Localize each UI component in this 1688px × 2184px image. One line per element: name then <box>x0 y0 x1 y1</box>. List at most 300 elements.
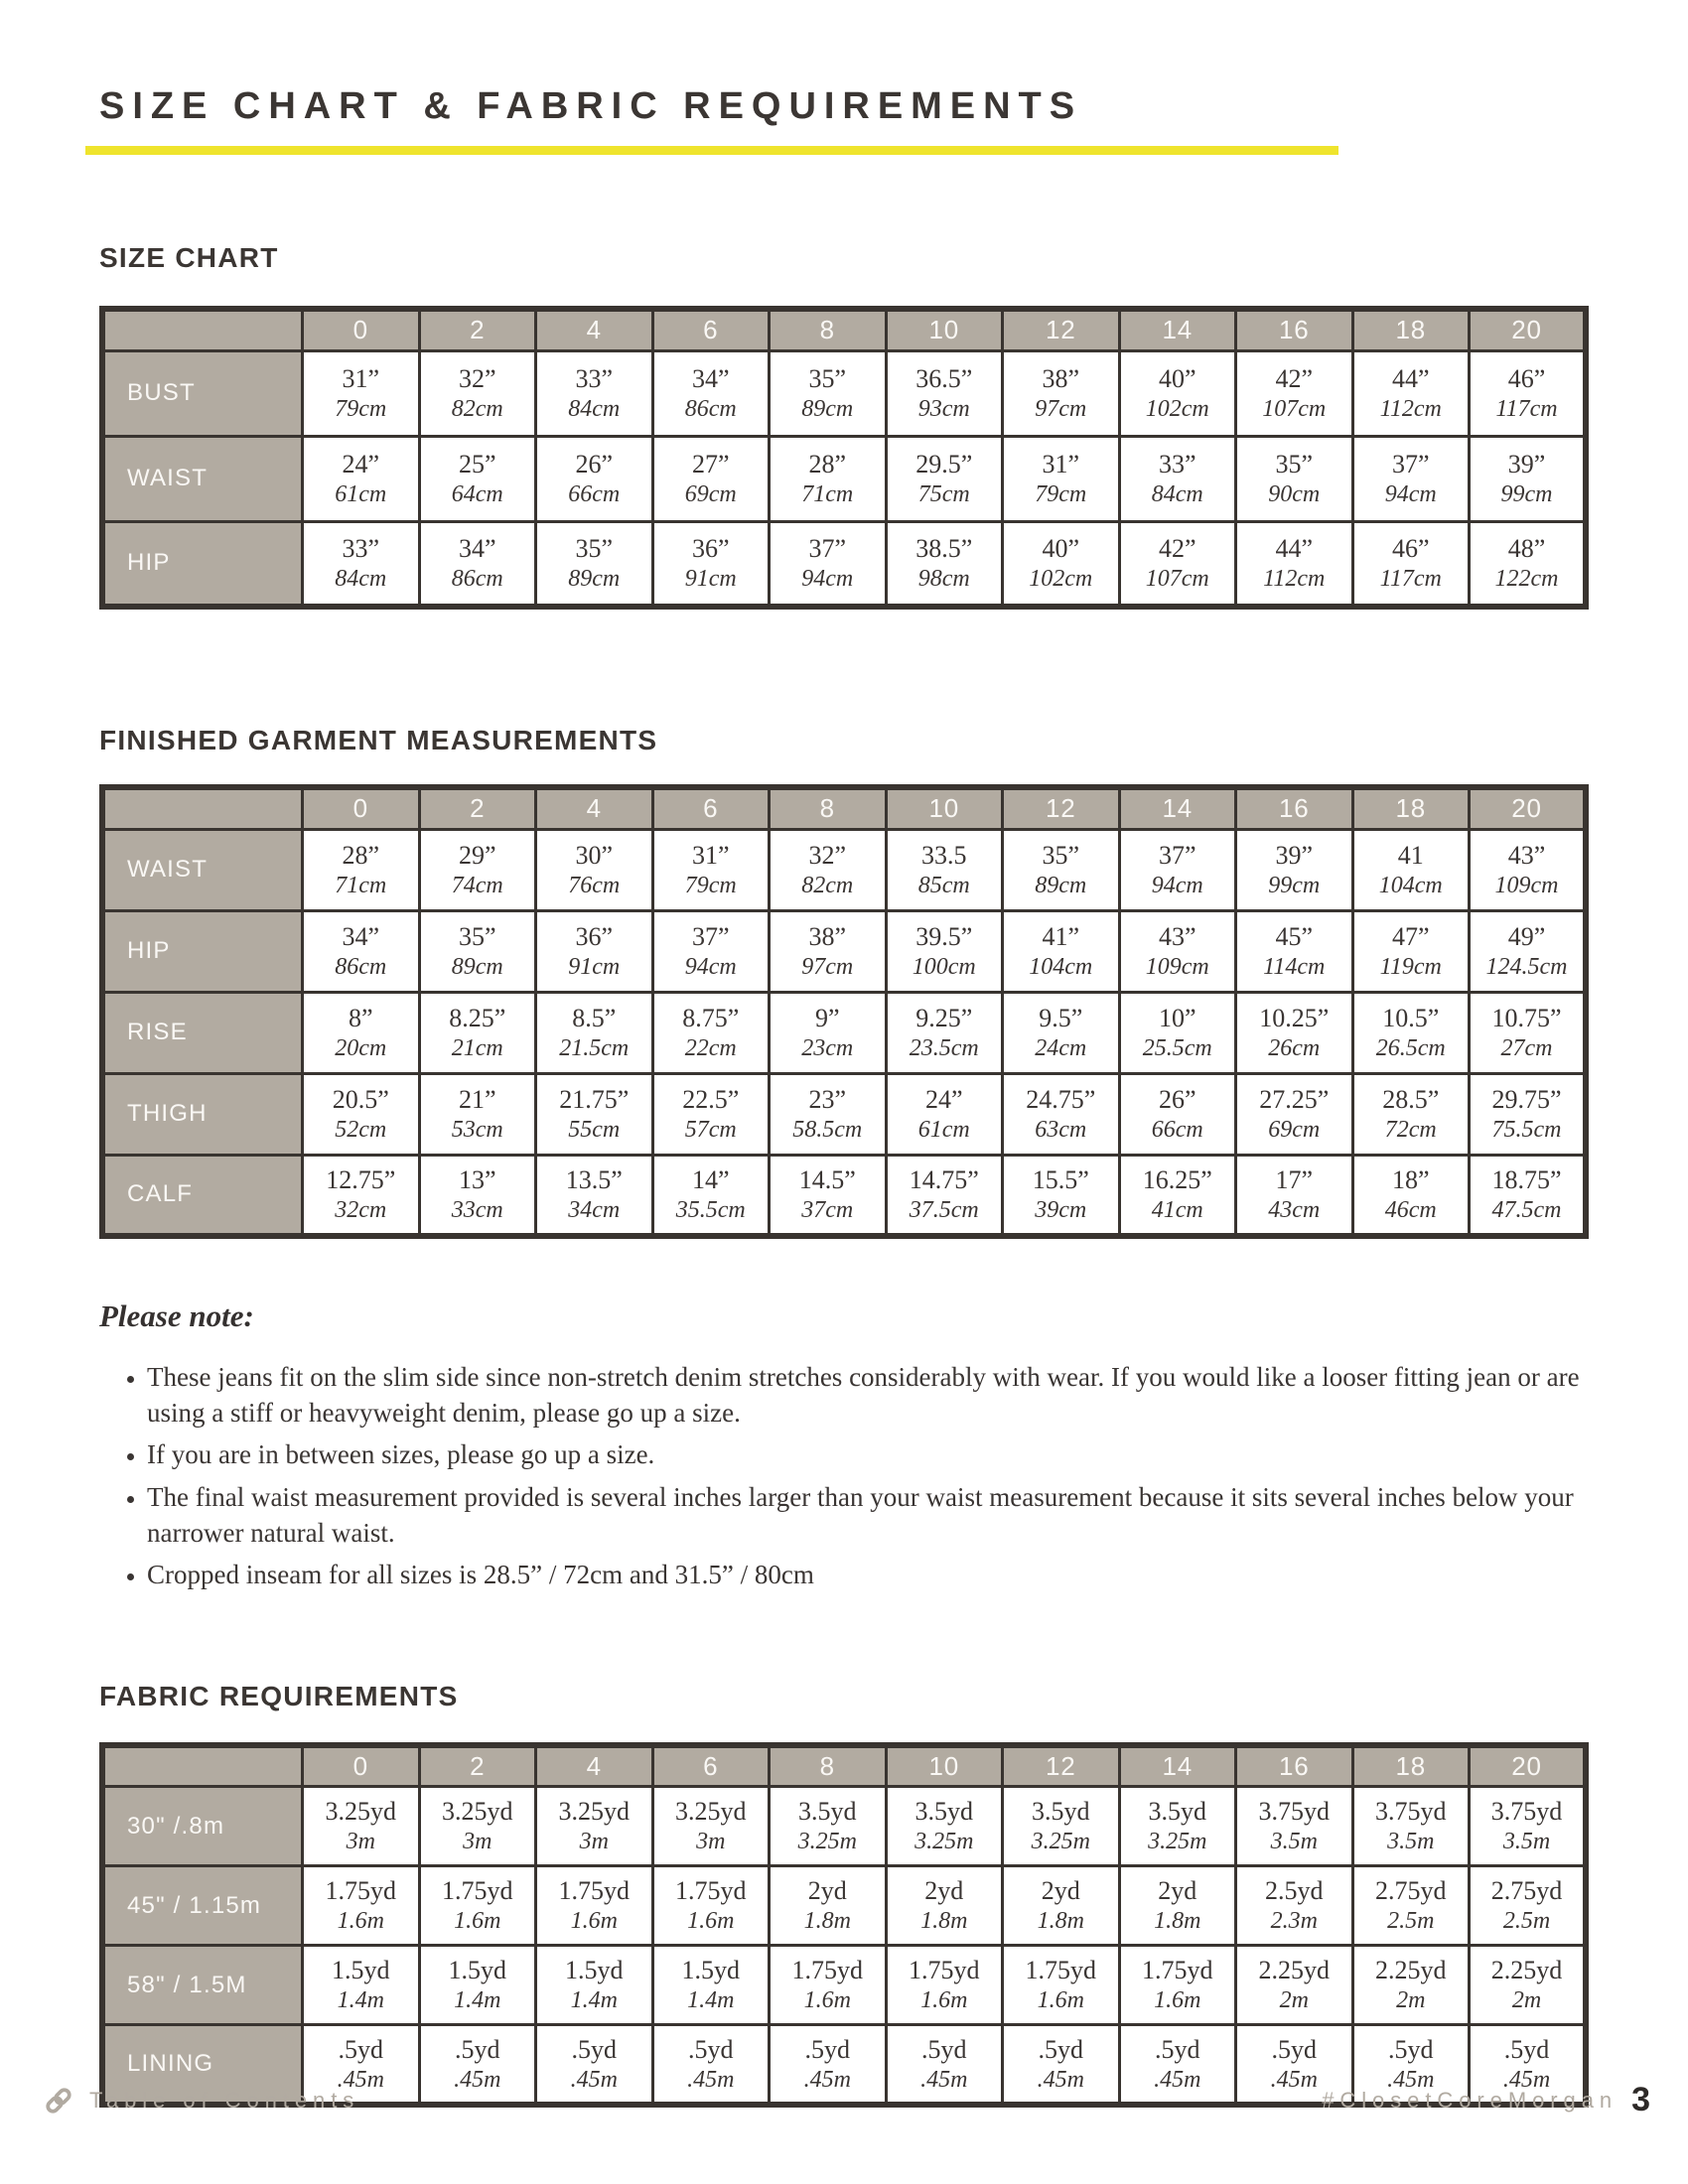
metric-value: 100cm <box>912 953 976 980</box>
measurement-cell <box>1352 436 1470 521</box>
metric-value: 2.3m <box>1270 1908 1318 1935</box>
table-row <box>102 1155 1586 1236</box>
metric-value: .45m <box>1270 2066 1318 2093</box>
imperial-value: 39” <box>1507 449 1546 478</box>
finished-garment-table <box>99 784 1589 1239</box>
measurement-cell <box>1236 1155 1353 1236</box>
measurement-cell <box>536 992 653 1073</box>
size-column-header: 6 <box>652 309 770 350</box>
measurement-cell <box>770 521 887 607</box>
imperial-value: 29.75” <box>1491 1084 1562 1114</box>
imperial-value: 34” <box>691 363 730 393</box>
measurement-cell <box>1470 829 1587 910</box>
size-column-header: 14 <box>1119 309 1236 350</box>
imperial-value: 13.5” <box>565 1164 623 1194</box>
metric-value: 93cm <box>917 395 970 422</box>
measurement-cell <box>419 521 536 607</box>
page-title: SIZE CHART & FABRIC REQUIREMENTS <box>99 85 1083 127</box>
imperial-value: 2.75yd <box>1375 1876 1447 1906</box>
size-column-header: 4 <box>536 1745 653 1787</box>
metric-value: 1.8m <box>803 1908 851 1935</box>
imperial-value: 1.75yd <box>558 1876 630 1906</box>
metric-value: 23.5cm <box>909 1034 979 1061</box>
imperial-value: 1.5yd <box>448 1956 506 1985</box>
metric-value: 109cm <box>1494 872 1559 898</box>
imperial-value: 18” <box>1391 1164 1430 1194</box>
imperial-value: 3.25yd <box>325 1797 396 1827</box>
metric-value: 117cm <box>1379 565 1442 592</box>
metric-value: 72cm <box>1384 1116 1437 1143</box>
metric-value: 94cm <box>1151 872 1203 898</box>
metric-value: 1.8m <box>1037 1908 1084 1935</box>
metric-value: 1.6m <box>570 1908 618 1935</box>
metric-value: .45m <box>687 2066 735 2093</box>
metric-value: 1.4m <box>454 1987 501 2014</box>
metric-value: 3m <box>463 1829 492 1855</box>
please-note-heading: Please note: <box>99 1298 254 1333</box>
size-column-header: 8 <box>770 787 887 829</box>
measurement-cell <box>1236 1946 1353 2025</box>
size-column-header: 20 <box>1470 309 1587 350</box>
imperial-value: 10.25” <box>1259 1003 1330 1032</box>
metric-value: 64cm <box>451 480 503 507</box>
measurement-cell <box>886 436 1003 521</box>
measurement-cell <box>886 910 1003 992</box>
metric-value: 46cm <box>1384 1196 1437 1223</box>
measurement-cell <box>303 1155 420 1236</box>
metric-value: 35.5cm <box>675 1196 746 1223</box>
metric-value: .45m <box>1502 2066 1551 2093</box>
metric-value: 2.5m <box>1502 1908 1551 1935</box>
measurement-cell <box>886 829 1003 910</box>
note-item: • These jeans fit on the slim side since non-stretch denim stretches considerably with wear. If you would like a looser fitting jean or are using a stiff or heavyweight denim, please go up a size. <box>147 1360 1589 1431</box>
metric-value: 1.6m <box>803 1987 851 2014</box>
measurement-cell <box>886 1866 1003 1946</box>
metric-value: 119cm <box>1379 953 1442 980</box>
metric-value: .45m <box>1154 2066 1201 2093</box>
metric-value: 82cm <box>451 395 503 422</box>
metric-value: 99cm <box>1268 872 1321 898</box>
measurement-cell <box>1470 521 1587 607</box>
measurement-cell <box>770 829 887 910</box>
metric-value: 1.8m <box>1154 1908 1201 1935</box>
measurement-cell <box>1352 1073 1470 1155</box>
measurement-cell <box>652 1946 770 2025</box>
metric-value: 3m <box>696 1829 726 1855</box>
imperial-value: 2.75yd <box>1490 1876 1563 1906</box>
measurement-cell <box>419 1155 536 1236</box>
imperial-value: 36.5” <box>915 363 973 393</box>
size-column-header: 20 <box>1470 1745 1587 1787</box>
metric-value: 3.25m <box>1031 1829 1090 1855</box>
imperial-value: 1.5yd <box>681 1956 740 1985</box>
size-chart-table <box>99 306 1589 610</box>
imperial-value: 37” <box>1391 449 1430 478</box>
metric-value: 37.5cm <box>909 1196 979 1223</box>
row-label: 45" / 1.15m <box>102 1866 303 1946</box>
imperial-value: 39” <box>1275 840 1314 870</box>
size-column-header: 12 <box>1003 1745 1120 1787</box>
imperial-value: .5yd <box>1038 2034 1083 2064</box>
imperial-value: 34” <box>458 533 496 563</box>
metric-value: 84cm <box>335 565 387 592</box>
measurement-cell <box>303 350 420 436</box>
imperial-value: 34” <box>342 921 380 951</box>
measurement-cell <box>536 1787 653 1866</box>
imperial-value: 3.25yd <box>442 1797 513 1827</box>
size-column-header: 0 <box>303 787 420 829</box>
imperial-value: 17” <box>1275 1164 1314 1194</box>
imperial-value: 15.5” <box>1032 1164 1089 1194</box>
imperial-value: 2yd <box>1158 1876 1197 1906</box>
metric-value: 21.5cm <box>559 1034 630 1061</box>
measurement-cell <box>419 992 536 1073</box>
measurement-cell <box>770 436 887 521</box>
measurement-cell <box>1236 1866 1353 1946</box>
measurement-cell <box>536 1073 653 1155</box>
metric-value: 97cm <box>801 953 854 980</box>
metric-value: 104cm <box>1378 872 1443 898</box>
imperial-value: 2.25yd <box>1258 1956 1330 1985</box>
imperial-value: .5yd <box>1155 2034 1200 2064</box>
measurement-cell <box>1003 910 1120 992</box>
measurement-cell <box>419 436 536 521</box>
measurement-cell <box>303 1866 420 1946</box>
row-label: HIP <box>102 521 303 607</box>
measurement-cell <box>886 992 1003 1073</box>
measurement-cell <box>1470 350 1587 436</box>
size-header-row <box>102 1745 1586 1787</box>
imperial-value: 36” <box>575 921 614 951</box>
measurement-cell <box>1119 350 1236 436</box>
metric-value: 25.5cm <box>1142 1034 1212 1061</box>
imperial-value: 49” <box>1507 921 1546 951</box>
measurement-cell <box>1003 350 1120 436</box>
metric-value: 89cm <box>1035 872 1087 898</box>
measurement-cell <box>652 910 770 992</box>
measurement-cell <box>886 521 1003 607</box>
metric-value: 57cm <box>684 1116 737 1143</box>
metric-value: 52cm <box>335 1116 387 1143</box>
metric-value: .45m <box>1037 2066 1084 2093</box>
size-column-header: 14 <box>1119 1745 1236 1787</box>
imperial-value: 1.75yd <box>675 1876 747 1906</box>
size-column-header: 2 <box>419 787 536 829</box>
imperial-value: 10” <box>1158 1003 1196 1032</box>
imperial-value: 13” <box>458 1164 496 1194</box>
metric-value: 89cm <box>451 953 503 980</box>
imperial-value: 48” <box>1507 533 1546 563</box>
table-row <box>102 1787 1586 1866</box>
imperial-value: 28.5” <box>1382 1084 1440 1114</box>
imperial-value: .5yd <box>1271 2034 1317 2064</box>
measurement-cell <box>770 1155 887 1236</box>
imperial-value: 18.75” <box>1491 1164 1562 1194</box>
measurement-cell <box>652 350 770 436</box>
size-column-header: 8 <box>770 309 887 350</box>
measurement-cell <box>886 1073 1003 1155</box>
imperial-value: 28” <box>342 840 380 870</box>
metric-value: 63cm <box>1035 1116 1087 1143</box>
measurement-cell <box>536 910 653 992</box>
metric-value: 107cm <box>1262 395 1327 422</box>
imperial-value: 16.25” <box>1142 1164 1212 1194</box>
measurement-cell <box>1003 1866 1120 1946</box>
imperial-value: 42” <box>1275 363 1314 393</box>
imperial-value: 3.25yd <box>675 1797 747 1827</box>
measurement-cell <box>536 1155 653 1236</box>
size-column-header: 4 <box>536 787 653 829</box>
table-row <box>102 350 1586 436</box>
metric-value: 47.5cm <box>1491 1196 1562 1223</box>
row-label: CALF <box>102 1155 303 1236</box>
size-column-header: 12 <box>1003 787 1120 829</box>
metric-value: 84cm <box>1151 480 1203 507</box>
metric-value: 2m <box>1511 1987 1542 2014</box>
imperial-value: 43” <box>1158 921 1196 951</box>
imperial-value: 37” <box>691 921 730 951</box>
imperial-value: 8” <box>348 1003 373 1032</box>
measurement-cell <box>303 829 420 910</box>
measurement-cell <box>652 992 770 1073</box>
imperial-value: 24.75” <box>1026 1084 1096 1114</box>
metric-value: 124.5cm <box>1485 953 1568 980</box>
measurement-cell <box>419 910 536 992</box>
measurement-cell <box>1119 1946 1236 2025</box>
measurement-cell <box>303 992 420 1073</box>
fabric-requirements-table <box>99 1742 1589 2108</box>
measurement-cell <box>652 1787 770 1866</box>
imperial-value: 29” <box>458 840 496 870</box>
metric-value: 66cm <box>1151 1116 1203 1143</box>
imperial-value: 9.5” <box>1039 1003 1083 1032</box>
metric-value: 3.25m <box>1148 1829 1207 1855</box>
size-column-header: 16 <box>1236 787 1353 829</box>
metric-value: 89cm <box>801 395 854 422</box>
metric-value: 1.6m <box>920 1987 968 2014</box>
metric-value: 94cm <box>801 565 854 592</box>
measurement-cell <box>652 1155 770 1236</box>
measurement-cell <box>1119 910 1236 992</box>
imperial-value: 2yd <box>1041 1876 1080 1906</box>
size-column-header: 18 <box>1352 309 1470 350</box>
imperial-value: 1.5yd <box>565 1956 624 1985</box>
measurement-cell <box>1119 1787 1236 1866</box>
measurement-cell <box>1352 1866 1470 1946</box>
imperial-value: 3.5yd <box>914 1797 973 1827</box>
imperial-value: .5yd <box>1503 2034 1550 2064</box>
imperial-value: 27.25” <box>1259 1084 1330 1114</box>
size-header-row <box>102 787 1586 829</box>
metric-value: 89cm <box>568 565 621 592</box>
measurement-cell <box>1470 910 1587 992</box>
note-item: • The final waist measurement provided is several inches larger than your waist measurement because it sits several inches below your narrower natural waist. <box>147 1480 1589 1551</box>
measurement-cell <box>1352 521 1470 607</box>
imperial-value: 1.75yd <box>791 1956 863 1985</box>
metric-value: 74cm <box>451 872 503 898</box>
imperial-value: 42” <box>1158 533 1196 563</box>
measurement-cell <box>536 436 653 521</box>
size-column-header: 4 <box>536 309 653 350</box>
metric-value: 79cm <box>1035 480 1087 507</box>
metric-value: 23cm <box>801 1034 854 1061</box>
metric-value: 26cm <box>1268 1034 1321 1061</box>
metric-value: 39cm <box>1035 1196 1087 1223</box>
table-row <box>102 829 1586 910</box>
imperial-value: .5yd <box>571 2034 617 2064</box>
measurement-cell <box>1119 992 1236 1073</box>
measurement-cell <box>303 436 420 521</box>
measurement-cell <box>419 1866 536 1946</box>
imperial-value: 33.5 <box>921 840 967 870</box>
imperial-value: 1.75yd <box>1142 1956 1213 1985</box>
metric-value: .45m <box>1387 2066 1435 2093</box>
imperial-value: 22.5” <box>682 1084 740 1114</box>
imperial-value: 2.25yd <box>1375 1956 1447 1985</box>
metric-value: 1.8m <box>920 1908 968 1935</box>
imperial-value: 24” <box>342 449 380 478</box>
measurement-cell <box>1003 1787 1120 1866</box>
imperial-value: 1.5yd <box>332 1956 390 1985</box>
imperial-value: 1.75yd <box>1025 1956 1096 1985</box>
table-of-contents-link[interactable] <box>44 2086 359 2116</box>
measurement-cell <box>1352 1946 1470 2025</box>
imperial-value: .5yd <box>688 2034 734 2064</box>
imperial-value: 36” <box>691 533 730 563</box>
metric-value: 86cm <box>451 565 503 592</box>
finished-garment-heading: FINISHED GARMENT MEASUREMENTS <box>99 725 658 755</box>
table-of-contents-label: Table of Contents <box>89 2087 360 2113</box>
imperial-value: .5yd <box>338 2034 383 2064</box>
measurement-cell <box>1352 829 1470 910</box>
imperial-value: 44” <box>1275 533 1314 563</box>
imperial-value: 9.25” <box>915 1003 973 1032</box>
metric-value: 107cm <box>1145 565 1209 592</box>
metric-value: 1.6m <box>454 1908 501 1935</box>
measurement-cell <box>303 1946 420 2025</box>
metric-value: 122cm <box>1494 565 1559 592</box>
metric-value: 76cm <box>568 872 621 898</box>
measurement-cell <box>770 910 887 992</box>
size-column-header: 10 <box>886 309 1003 350</box>
metric-value: 75.5cm <box>1491 1116 1562 1143</box>
size-column-header: 2 <box>419 309 536 350</box>
metric-value: 98cm <box>917 565 970 592</box>
measurement-cell <box>1352 910 1470 992</box>
metric-value: 32cm <box>335 1196 387 1223</box>
metric-value: 26.5cm <box>1375 1034 1446 1061</box>
metric-value: 20cm <box>335 1034 387 1061</box>
size-column-header: 18 <box>1352 787 1470 829</box>
measurement-cell <box>1470 1155 1587 1236</box>
title-underline-rule <box>85 146 1338 155</box>
metric-value: 79cm <box>684 872 737 898</box>
table-row <box>102 1946 1586 2025</box>
measurement-cell <box>1003 1073 1120 1155</box>
metric-value: 61cm <box>335 480 387 507</box>
imperial-value: 24” <box>924 1084 963 1114</box>
imperial-value: 46” <box>1507 363 1546 393</box>
imperial-value: 14.75” <box>909 1164 979 1194</box>
imperial-value: 43” <box>1507 840 1546 870</box>
imperial-value: .5yd <box>921 2034 967 2064</box>
imperial-value: 21” <box>458 1084 496 1114</box>
corner-cell <box>102 1745 303 1787</box>
metric-value: 1.6m <box>687 1908 735 1935</box>
imperial-value: 14.5” <box>798 1164 856 1194</box>
imperial-value: 33” <box>342 533 380 563</box>
size-column-header: 8 <box>770 1745 887 1787</box>
metric-value: 3m <box>346 1829 375 1855</box>
measurement-cell <box>1236 829 1353 910</box>
imperial-value: 45” <box>1275 921 1314 951</box>
metric-value: 1.6m <box>1037 1987 1084 2014</box>
measurement-cell <box>770 1946 887 2025</box>
measurement-cell <box>1352 1787 1470 1866</box>
size-column-header: 0 <box>303 309 420 350</box>
measurement-cell <box>1119 521 1236 607</box>
size-column-header: 6 <box>652 1745 770 1787</box>
metric-value: 90cm <box>1268 480 1321 507</box>
measurement-cell <box>1236 992 1353 1073</box>
imperial-value: 28” <box>808 449 847 478</box>
metric-value: 1.4m <box>337 1987 384 2014</box>
table-row <box>102 992 1586 1073</box>
metric-value: 27cm <box>1500 1034 1553 1061</box>
metric-value: .45m <box>920 2066 968 2093</box>
imperial-value: 37” <box>1158 840 1196 870</box>
imperial-value: 2yd <box>924 1876 964 1906</box>
size-column-header: 18 <box>1352 1745 1470 1787</box>
row-label: 30" /.8m <box>102 1787 303 1866</box>
imperial-value: 20.5” <box>332 1084 389 1114</box>
table-row <box>102 436 1586 521</box>
imperial-value: 38” <box>808 921 847 951</box>
metric-value: 94cm <box>1384 480 1437 507</box>
size-column-header: 10 <box>886 787 1003 829</box>
imperial-value: 35” <box>458 921 496 951</box>
measurement-cell <box>1352 992 1470 1073</box>
measurement-cell <box>652 1073 770 1155</box>
metric-value: 37cm <box>801 1196 854 1223</box>
page-number: 3 <box>1631 2081 1650 2118</box>
metric-value: 71cm <box>801 480 854 507</box>
imperial-value: 1.75yd <box>909 1956 980 1985</box>
imperial-value: 1.75yd <box>325 1876 396 1906</box>
metric-value: 1.4m <box>570 1987 618 2014</box>
size-column-header: 12 <box>1003 309 1120 350</box>
size-chart-heading: SIZE CHART <box>99 242 279 273</box>
measurement-cell <box>1119 1073 1236 1155</box>
metric-value: 61cm <box>917 1116 970 1143</box>
measurement-cell <box>652 521 770 607</box>
imperial-value: .5yd <box>804 2034 850 2064</box>
row-label: HIP <box>102 910 303 992</box>
metric-value: 55cm <box>568 1116 621 1143</box>
measurement-cell <box>1470 1946 1587 2025</box>
metric-value: 1.6m <box>337 1908 384 1935</box>
imperial-value: 35” <box>1275 449 1314 478</box>
metric-value: 1.4m <box>687 1987 735 2014</box>
imperial-value: 3.75yd <box>1258 1797 1330 1827</box>
imperial-value: 3.75yd <box>1375 1797 1447 1827</box>
measurement-cell <box>1003 521 1120 607</box>
metric-value: 112cm <box>1263 565 1326 592</box>
imperial-value: 35” <box>575 533 614 563</box>
metric-value: 3.25m <box>797 1829 857 1855</box>
metric-value: 53cm <box>451 1116 503 1143</box>
measurement-cell <box>770 350 887 436</box>
